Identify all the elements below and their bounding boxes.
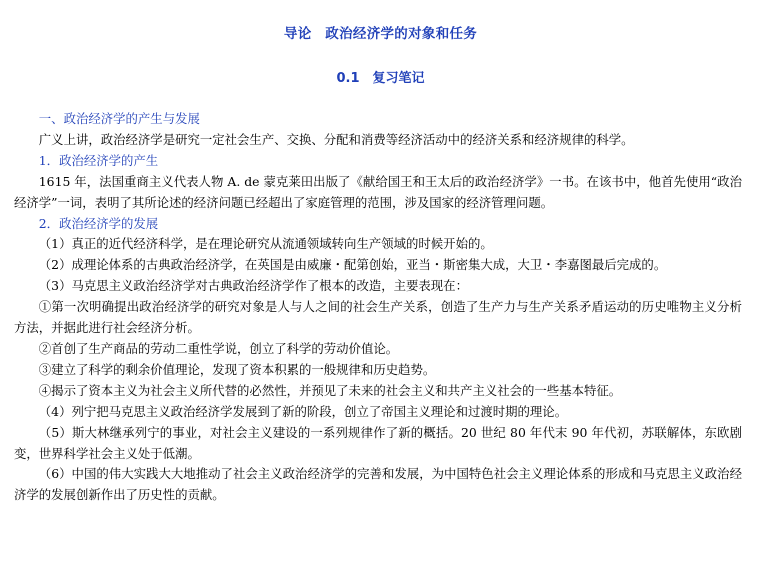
- paragraph: （6）中国的伟大实践大大地推动了社会主义政治经济学的完善和发展，为中国特色社会主义理论体系的形成和马克思主义政治经济学的发展创新作出了历史性的贡献。: [14, 466, 742, 503]
- section-title: 0.1 复习笔记: [336, 71, 425, 86]
- paragraph: 广义上讲，政治经济学是研究一定社会生产、交换、分配和消费等经济活动中的经济关系和经济规律的科学。: [38, 131, 634, 147]
- subsection-heading: 2．政治经济学的发展: [38, 215, 159, 231]
- list-item: ②首创了生产商品的劳动二重性学说，创立了科学的劳动价值论。: [38, 340, 399, 356]
- paragraph: （5）斯大林继承列宁的事业，对社会主义建设的一系列规律作了新的概括。20 世纪 80 年代末 90 年代初，苏联解体，东欧剧变，世界科学社会主义处于低潮。: [14, 424, 742, 461]
- list-item: ③建立了科学的剩余价值理论，发现了资本积累的一般规律和历史趋势。: [38, 361, 436, 377]
- page-title: 导论 政治经济学的对象和任务: [283, 26, 478, 42]
- list-item: ①第一次明确提出政治经济学的研究对象是人与人之间的社会生产关系，创造了生产力与生产关系矛盾运动的历史唯物主义分析方法，并据此进行社会经济分析。: [14, 299, 742, 336]
- subsection-heading: 1．政治经济学的产生: [38, 152, 159, 168]
- paragraph: （1）真正的近代经济科学，是在理论研究从流通领域转向生产领域的时候开始的。: [38, 236, 493, 252]
- paragraph: 1615 年，法国重商主义代表人物 A. de 蒙克莱田出版了《献给国王和王太后的政治经济学》一书。在该书中，他首先使用“政治经济学”一词，表明了其所论述的经济问题已经超出了家庭管理的范围，涉及国家的经济管理问题。: [14, 173, 742, 210]
- paragraph: （3）马克思主义政治经济学对古典政治经济学作了根本的改造，主要表现在：: [38, 278, 468, 294]
- document-body: [14, 109, 742, 506]
- paragraph: （4）列宁把马克思主义政治经济学发展到了新的阶段，创立了帝国主义理论和过渡时期的理论。: [38, 403, 568, 419]
- paragraph: （2）成理论体系的古典政治经济学，在英国是由威廉・配第创始，亚当・斯密集大成，大卫・李嘉图最后完成的。: [38, 257, 667, 273]
- list-item: ④揭示了资本主义为社会主义所代替的必然性，并预见了未来的社会主义和共产主义社会的一些基本特征。: [38, 382, 622, 398]
- section-heading: 一、政治经济学的产生与发展: [38, 111, 200, 126]
